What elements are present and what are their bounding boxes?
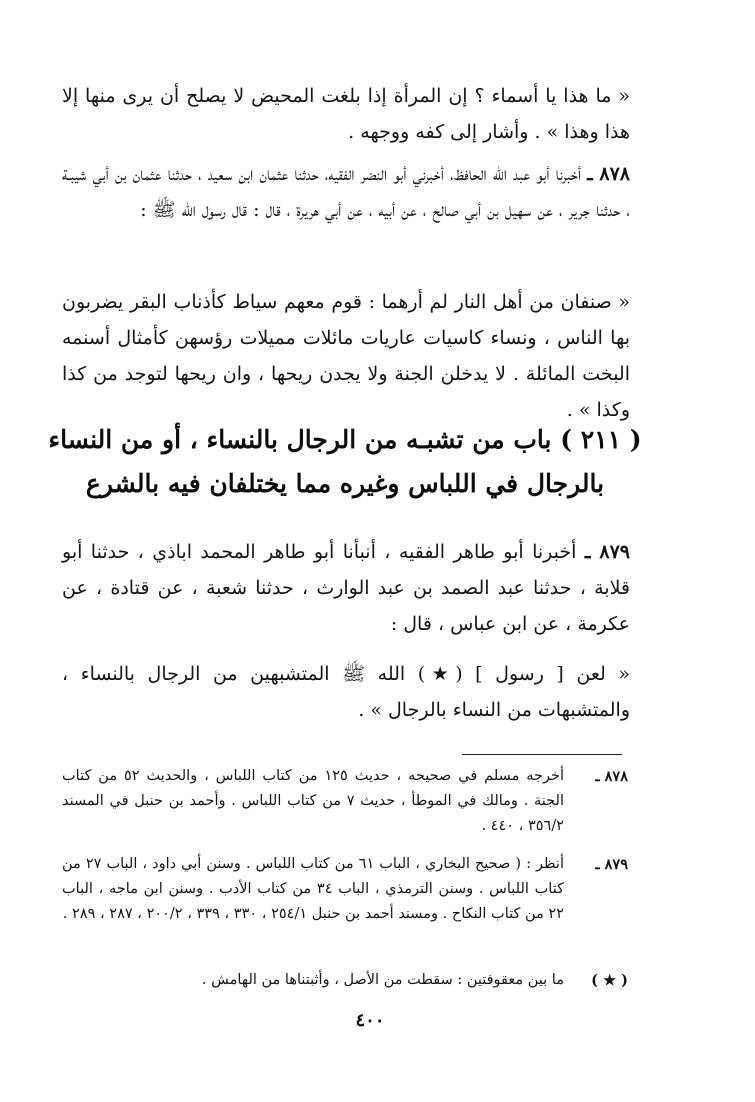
footnote-879-number: ٨٧٩ ـ: [595, 856, 628, 873]
hadith-879-isnad: [62, 534, 630, 642]
isnad-text: أخبرنا أبو طاهر الفقيه ، أنبأنا أبو طاهر المحمد اباذي ، حدثنا أبو قلابة ، حدثنا عبد الصمد بن عبد الوارث ، حدثنا شعبة ، عن قتادة ، عن عكرمة ، عن ابن عباس ، قال :: [62, 541, 630, 635]
hadith-877-ending: [62, 78, 630, 150]
matn-text: « صنفان من أهل النار لم أرهما : قوم معهم سياط كأذناب البقر يضربون بها الناس ، ونساء كاسيات عاريات مائلات مميلات رؤسهن كأمثال أسنمه البخت المائلة . لا يدخلن الجنة ولا يجدن ريحها ، وان ريحها لتوجد من كذا وكذا » .: [62, 291, 630, 421]
paragraph-text: « ما هذا يا أسماء ؟ إن المرأة إذا بلغت المحيض لا يصلح أن يرى منها إلا هذا وهذا » . وأشار إلى كفه ووجهه .: [62, 85, 630, 143]
matn-text: « لعن [ رسول ] (★) الله ﷺ المتشبهين من الرجال بالنساء ، والمتشبهات من النساء بالرجال » .: [62, 663, 630, 721]
footnote-878-number: ٨٧٨ ـ: [595, 768, 628, 785]
footnote-878-text: أخرجه مسلم في صحيحه ، حديث ١٢٥ من كتاب اللباس ، والحديث ٥٢ من كتاب الجنة . ومالك في الموطأ ، حديث ٧ من كتاب اللباس . وأحمد بن حنبل في المسند ٣٥٦/٢ ، ٤٤٠ .: [62, 768, 564, 834]
footnote-879-text: أنظر : ( صحيح البخاري ، الباب ٦١ من كتاب اللباس . وسنن أبي داود ، الباب ٢٧ من كتاب اللباس . وسنن الترمذي ، الباب ٣٤ من كتاب الأدب . وسنن ابن ماجه ، الباب ٢٢ من كتاب النكاح . ومسند أحمد بن حنبل ٢٥٤/١ ، ٣٣٠ ، ٣٣٩ ، ٢٠٠/٢ ، ٢٨٧ ، ٢٨٩ .: [62, 856, 564, 922]
footnote-star-text: ما بين معقوفتين : سقطت من الأصل ، وأثبتناها من الهامش .: [201, 972, 564, 988]
chapter-title: ( ٢١١ ) باب من تشبـه من الرجال بالنساء ، أو من النساء بالرجال في اللباس وغيره مما يختلفان فيه بالشرع: [48, 425, 642, 498]
hadith-879-matn: [62, 656, 630, 728]
hadith-number: ٨٧٩ ـ: [584, 541, 630, 563]
hadith-878-matn: [62, 284, 630, 428]
page-number: ٤٠٠: [355, 1010, 385, 1031]
footnote-divider: [462, 754, 622, 755]
hadith-878-isnad: [62, 156, 630, 228]
hadith-number: ٨٧٨ ـ: [587, 163, 630, 185]
footnote-star-marker: ( ★ ): [591, 972, 628, 989]
isnad-text: أخبرنا أبو عبد الله الحافظ، أخبرني أبو النضر الفقيه، حدثنا عثمان ابن سعيد ، حدثنا عثمان بن أبي شيبـة ، حدثنا جرير ، عن سهيل بن أبي صالح ، عن أبيه ، عن أبي هريرة ، قال : قال رسول الله ﷺ :: [62, 163, 630, 221]
